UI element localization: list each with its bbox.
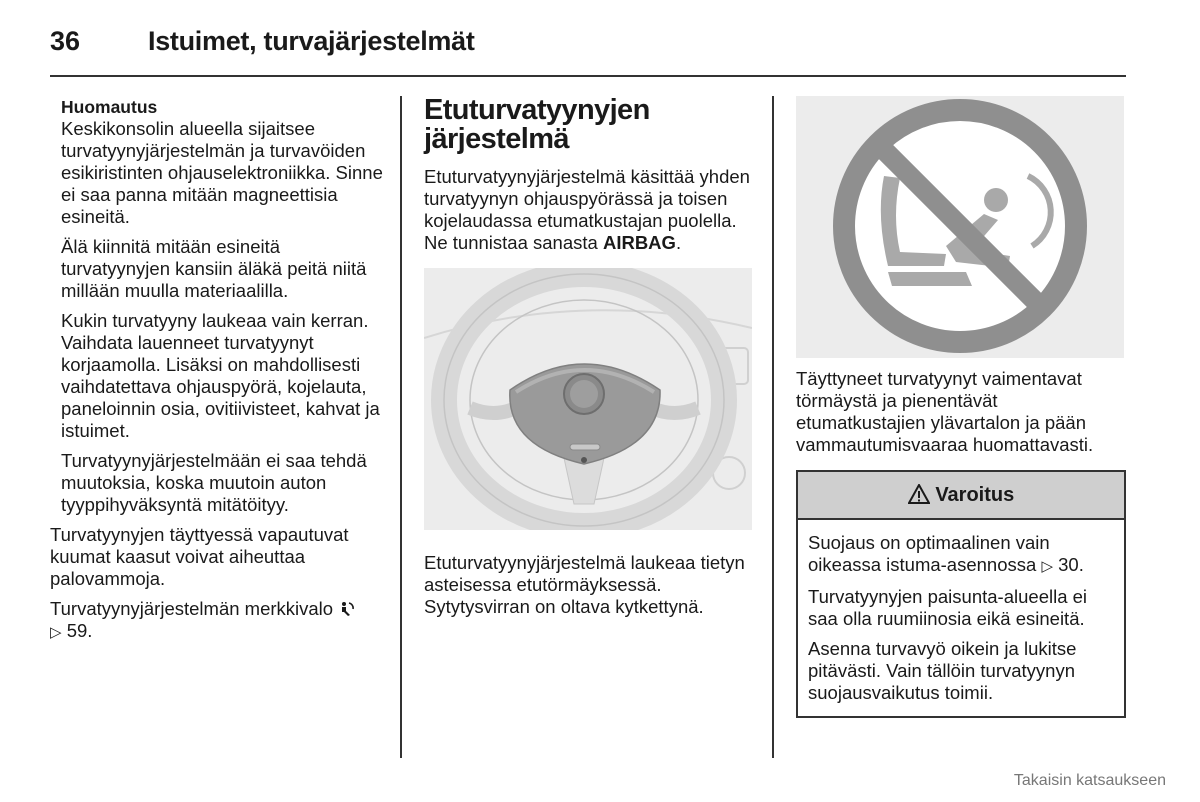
section-heading: Etuturvatyynyjen järjestelmä xyxy=(424,94,650,155)
column-3 xyxy=(796,96,1126,718)
airbag-label: AIRBAG xyxy=(602,232,676,253)
warning-title: Varoitus xyxy=(935,484,1015,506)
body-paragraph: Turvatyynyjen täyttyessä vapautuvat kuumat kaasut voivat aiheuttaa palovammoja. xyxy=(50,524,349,589)
reference-arrow-icon: ▷ xyxy=(1041,558,1053,575)
no-child-seat-figure xyxy=(796,96,1124,358)
warning-paragraph: Asenna turvavyö oikein ja lukitse pitävästi. Vain tällöin turvatyynyn suojausvaikutus toimii. xyxy=(808,638,1077,703)
column-1 xyxy=(50,96,385,652)
warning-paragraph: Turvatyynyjen paisunta-alueella ei saa olla ruumiinosia eikä esineitä. xyxy=(808,586,1088,629)
warning-paragraph xyxy=(808,532,1114,578)
page-number: 36 xyxy=(50,26,81,56)
intro-text: Etuturvatyynyjärjestelmä käsittää yhden turvatyynyn ohjauspyörässä ja toisen kojelaudassa etumatkustajan puolella. Ne tunnistaa sanasta xyxy=(424,166,750,253)
back-to-overview-link[interactable]: Takaisin katsaukseen xyxy=(1013,772,1166,789)
page-header xyxy=(50,26,1126,74)
column-divider-1 xyxy=(400,96,402,758)
airbag-indicator-icon xyxy=(338,598,354,619)
page-title: Istuimet, turvajärjestelmät xyxy=(148,26,475,56)
column-2 xyxy=(424,96,754,626)
indicator-paragraph xyxy=(50,598,385,644)
note-title: Huomautus xyxy=(61,97,158,117)
warning-body xyxy=(798,520,1124,716)
reference-page[interactable]: 30. xyxy=(1058,554,1084,575)
reference-page[interactable]: 59. xyxy=(66,620,93,641)
note-paragraph: Kukin turvatyyny laukeaa vain kerran. Vaihdata lauenneet turvatyynyt korjaamolla. Lisäksi on mahdollisesti vaihdatettava ohjauspyörä, kojelauta, paneloinnin osia, ovitiivisteet, kahvat ja istuimet. xyxy=(61,310,380,441)
note-paragraph: Turvatyynyjärjestelmään ei saa tehdä muutoksia, koska muutoin auton tyyppihyväksyntä mitätöityy. xyxy=(61,450,367,515)
warning-box xyxy=(796,470,1126,718)
note-paragraph: Keskikonsolin alueella sijaitsee turvatyynyjärjestelmän ja turvavöiden esikiristinten ohjauselektroniikka. Sinne ei saa panna mitään magneettisia esineitä. xyxy=(61,118,383,227)
steering-wheel-figure xyxy=(424,268,752,530)
warning-text: Suojaus on optimaalinen vain oikeassa istuma-asennossa xyxy=(808,532,1050,575)
header-divider xyxy=(50,75,1126,77)
indicator-text: Turvatyynyjärjestelmän merkkivalo xyxy=(50,598,334,619)
intro-paragraph: Etuturvatyynyjärjestelmä käsittää yhden turvatyynyn ohjauspyörässä ja toisen kojelaudassa etumatkustajan puolella. Ne tunnistaa sanasta AIRBAG. xyxy=(424,166,750,253)
warning-triangle-icon xyxy=(908,484,936,506)
note-block xyxy=(50,96,385,516)
deploy-paragraph: Etuturvatyynyjärjestelmä laukeaa tietyn asteisessa etutörmäyksessä. Sytytysvirran on oltava kytkettynä. xyxy=(424,552,745,617)
note-paragraph: Älä kiinnitä mitään esineitä turvatyynyjen kansiin äläkä peitä niitä millään muulla materiaalilla. xyxy=(61,236,367,301)
body-paragraph: Täyttyneet turvatyynyt vaimentavat törmäystä ja pienentävät etumatkustajien ylävartalon ja pään vammautumisvaaraa huomattavasti. xyxy=(796,368,1094,455)
warning-header xyxy=(798,472,1124,520)
reference-arrow-icon: ▷ xyxy=(50,624,62,641)
column-divider-2 xyxy=(772,96,774,758)
